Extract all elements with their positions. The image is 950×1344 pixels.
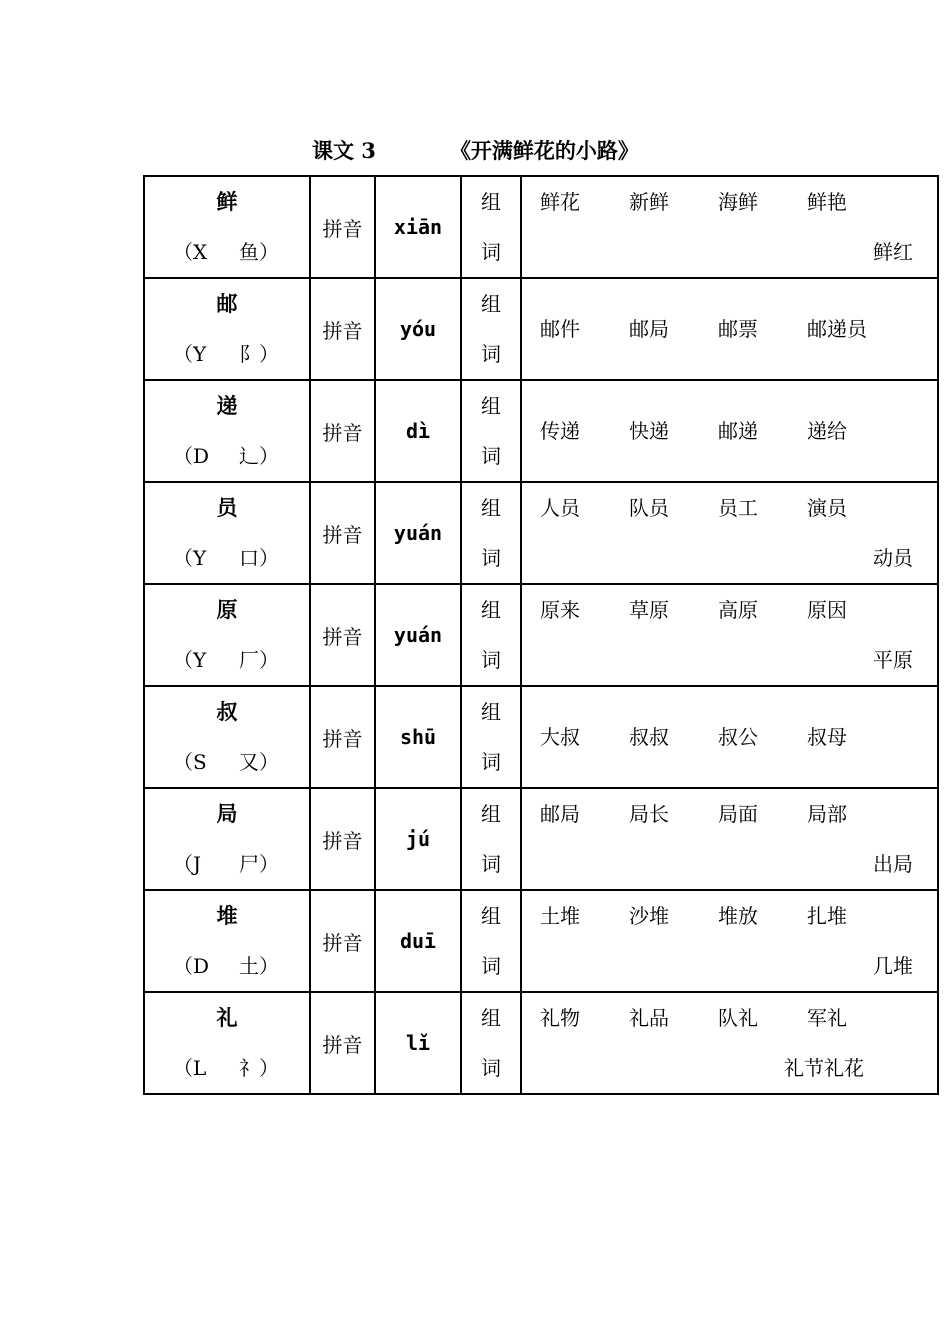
pinyin-value: yóu <box>375 278 461 380</box>
hint-radical: 厂） <box>239 648 279 672</box>
word-item: 队员 <box>629 496 669 520</box>
character: 局 <box>216 801 238 826</box>
pinyin-label: 拼音 <box>310 584 375 686</box>
word-item: 邮件 <box>540 317 580 341</box>
character-cell <box>144 686 310 788</box>
table-row <box>144 992 938 1094</box>
word-item: 队礼 <box>718 1006 758 1030</box>
word-item: 传递 <box>540 419 580 443</box>
character-cell <box>144 482 310 584</box>
zuci-label <box>461 278 521 380</box>
word-item: 几堆 <box>873 954 913 978</box>
word-list <box>522 891 937 991</box>
character-hint <box>145 941 309 991</box>
pinyin-label: 拼音 <box>310 482 375 584</box>
word-item: 叔母 <box>807 725 847 749</box>
hint-radical: 口） <box>239 546 279 570</box>
word-item: 叔叔 <box>629 725 669 749</box>
zuci-label <box>461 176 521 278</box>
zuci-label-part: 词 <box>481 852 501 876</box>
table-row <box>144 482 938 584</box>
word-item: 出局 <box>873 852 913 876</box>
hint-radical: 阝） <box>239 342 279 366</box>
word-list <box>522 585 937 685</box>
words-cell <box>521 278 938 380</box>
character-cell <box>144 278 310 380</box>
word-item: 平原 <box>873 648 913 672</box>
word-item: 人员 <box>540 496 580 520</box>
hint-radical: 礻） <box>239 1056 279 1080</box>
word-item: 扎堆 <box>807 904 847 928</box>
pinyin-value: lǐ <box>375 992 461 1094</box>
word-item: 邮递员 <box>807 317 867 341</box>
zuci-label <box>461 992 521 1094</box>
zuci-label <box>461 482 521 584</box>
word-item: 员工 <box>718 496 758 520</box>
character: 员 <box>216 495 238 520</box>
word-item: 礼花 <box>824 1056 864 1080</box>
vocabulary-table-body <box>144 176 938 1094</box>
zuci-label-part: 组 <box>481 496 501 520</box>
zuci-label-part: 组 <box>481 598 501 622</box>
word-list <box>522 177 937 277</box>
words-cell <box>521 482 938 584</box>
word-item: 礼品 <box>629 1006 669 1030</box>
hint-radical: 土） <box>239 954 279 978</box>
word-item: 鲜红 <box>873 240 913 264</box>
hint-initial: （L <box>173 1056 207 1080</box>
zuci-label <box>461 686 521 788</box>
word-item: 局长 <box>629 802 669 826</box>
pinyin-label: 拼音 <box>310 686 375 788</box>
page-title <box>312 137 639 165</box>
word-item: 军礼 <box>807 1006 847 1030</box>
word-item: 邮递 <box>718 419 758 443</box>
character-cell <box>144 584 310 686</box>
word-item: 邮局 <box>540 802 580 826</box>
word-item: 邮局 <box>629 317 669 341</box>
pinyin-label: 拼音 <box>310 278 375 380</box>
zuci-label-part: 词 <box>481 750 501 774</box>
zuci-label-part: 组 <box>481 190 501 214</box>
word-item: 原来 <box>540 598 580 622</box>
zuci-label-part: 词 <box>481 240 501 264</box>
word-item: 递给 <box>807 419 847 443</box>
character-cell <box>144 380 310 482</box>
word-item: 局面 <box>718 802 758 826</box>
words-cell <box>521 584 938 686</box>
table-row <box>144 686 938 788</box>
character-hint <box>145 227 309 277</box>
pinyin-value: duī <box>375 890 461 992</box>
words-cell <box>521 176 938 278</box>
table-row <box>144 176 938 278</box>
pinyin-label: 拼音 <box>310 380 375 482</box>
word-item: 海鲜 <box>718 190 758 214</box>
hint-radical: 尸） <box>239 852 279 876</box>
hint-initial: （D <box>173 954 210 978</box>
word-list <box>522 406 937 456</box>
zuci-label <box>461 788 521 890</box>
hint-initial: （X <box>173 240 208 264</box>
words-cell <box>521 788 938 890</box>
word-item: 叔公 <box>718 725 758 749</box>
pinyin-label: 拼音 <box>310 176 375 278</box>
character-hint <box>145 1043 309 1093</box>
pinyin-label: 拼音 <box>310 890 375 992</box>
word-list <box>522 483 937 583</box>
hint-initial: （D <box>173 444 210 468</box>
word-item: 动员 <box>873 546 913 570</box>
zuci-label-part: 词 <box>481 546 501 570</box>
table-row <box>144 890 938 992</box>
zuci-label-part: 词 <box>481 648 501 672</box>
word-item: 礼节 <box>784 1056 824 1080</box>
hint-initial: （S <box>173 750 207 774</box>
word-item: 演员 <box>807 496 847 520</box>
words-cell <box>521 380 938 482</box>
words-cell <box>521 686 938 788</box>
word-list <box>522 993 937 1093</box>
word-item: 沙堆 <box>629 904 669 928</box>
pinyin-value: xiān <box>375 176 461 278</box>
zuci-label <box>461 380 521 482</box>
hint-initial: （Y <box>173 342 207 366</box>
vocabulary-table <box>143 175 939 1095</box>
zuci-label-part: 词 <box>481 342 501 366</box>
hint-radical: 辶） <box>239 444 279 468</box>
character-hint <box>145 635 309 685</box>
zuci-label-part: 组 <box>481 904 501 928</box>
zuci-label-part: 词 <box>481 1056 501 1080</box>
word-list <box>522 712 937 762</box>
character-hint <box>145 839 309 889</box>
words-cell <box>521 992 938 1094</box>
word-item: 土堆 <box>540 904 580 928</box>
word-item: 局部 <box>807 802 847 826</box>
zuci-label <box>461 890 521 992</box>
hint-initial: （Y <box>173 648 207 672</box>
word-item: 堆放 <box>718 904 758 928</box>
zuci-label-part: 组 <box>481 802 501 826</box>
character-cell <box>144 992 310 1094</box>
lesson-name: 《开满鲜花的小路》 <box>449 138 639 163</box>
word-item: 快递 <box>629 419 669 443</box>
zuci-label-part: 组 <box>481 394 501 418</box>
table-row <box>144 380 938 482</box>
pinyin-value: dì <box>375 380 461 482</box>
hint-radical: 鱼） <box>239 240 279 264</box>
character: 叔 <box>216 699 238 724</box>
character-cell <box>144 176 310 278</box>
word-list <box>522 304 937 354</box>
hint-radical: 又） <box>239 750 279 774</box>
character: 堆 <box>216 903 238 928</box>
zuci-label-part: 组 <box>481 700 501 724</box>
character: 原 <box>216 597 238 622</box>
pinyin-value: shū <box>375 686 461 788</box>
hint-initial: （J <box>173 852 202 876</box>
word-item: 鲜艳 <box>807 190 847 214</box>
zuci-label-part: 词 <box>481 444 501 468</box>
character-hint <box>145 329 309 379</box>
character: 邮 <box>216 291 238 316</box>
pinyin-label: 拼音 <box>310 788 375 890</box>
word-item: 礼物 <box>540 1006 580 1030</box>
character-cell <box>144 890 310 992</box>
pinyin-value: yuán <box>375 584 461 686</box>
word-item: 草原 <box>629 598 669 622</box>
table-row <box>144 584 938 686</box>
table-row <box>144 278 938 380</box>
table-row <box>144 788 938 890</box>
character: 递 <box>216 393 238 418</box>
zuci-label-part: 词 <box>481 954 501 978</box>
zuci-label-part: 组 <box>481 292 501 316</box>
character-hint <box>145 533 309 583</box>
word-item: 鲜花 <box>540 190 580 214</box>
hint-initial: （Y <box>173 546 207 570</box>
pinyin-value: yuán <box>375 482 461 584</box>
character-hint <box>145 431 309 481</box>
word-list <box>522 789 937 889</box>
word-item: 大叔 <box>540 725 580 749</box>
words-cell <box>521 890 938 992</box>
zuci-label <box>461 584 521 686</box>
character: 礼 <box>216 1005 238 1030</box>
character: 鲜 <box>216 189 238 214</box>
character-hint <box>145 737 309 787</box>
pinyin-value: jú <box>375 788 461 890</box>
zuci-label-part: 组 <box>481 1006 501 1030</box>
word-item: 原因 <box>807 598 847 622</box>
word-item: 高原 <box>718 598 758 622</box>
lesson-number: 课文 3 <box>312 138 376 163</box>
word-item: 邮票 <box>718 317 758 341</box>
word-item: 新鲜 <box>629 190 669 214</box>
pinyin-label: 拼音 <box>310 992 375 1094</box>
character-cell <box>144 788 310 890</box>
